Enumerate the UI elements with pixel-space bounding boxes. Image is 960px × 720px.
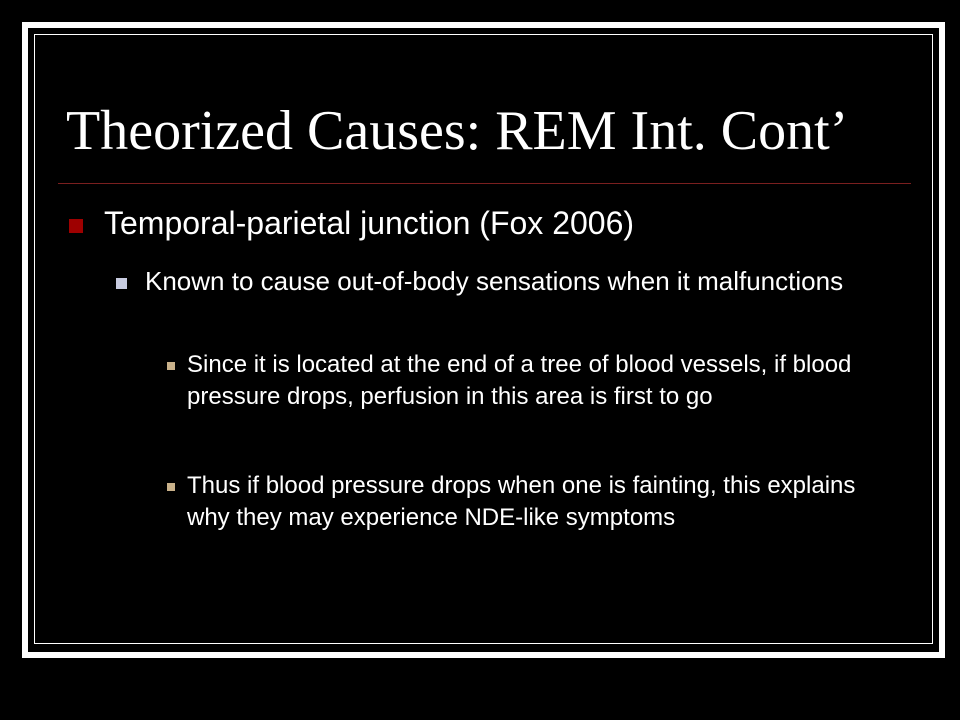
- slide-title: Theorized Causes: REM Int. Cont’: [66, 100, 849, 162]
- square-bullet-icon: [167, 362, 175, 370]
- bullet-level2: [145, 265, 895, 297]
- bullet-level1-text: Temporal-parietal junction (Fox 2006): [104, 205, 635, 241]
- bullet-level3-item: [187, 349, 887, 413]
- bullet-level2-text: Known to cause out-of-body sensations when it malfunctions: [145, 266, 844, 296]
- square-bullet-icon: [167, 483, 175, 491]
- square-bullet-icon: [69, 219, 83, 233]
- bullet-level3-item: [187, 470, 887, 534]
- square-bullet-icon: [116, 278, 127, 289]
- title-divider: [58, 183, 911, 184]
- bullet-level3-text: Since it is located at the end of a tree of blood vessels, if blood pressure drops, perfusion in this area is first to go: [187, 351, 852, 410]
- bullet-level3-text: Thus if blood pressure drops when one is fainting, this explains why they may experience NDE-like symptoms: [187, 472, 856, 531]
- bullet-level1: [104, 203, 904, 243]
